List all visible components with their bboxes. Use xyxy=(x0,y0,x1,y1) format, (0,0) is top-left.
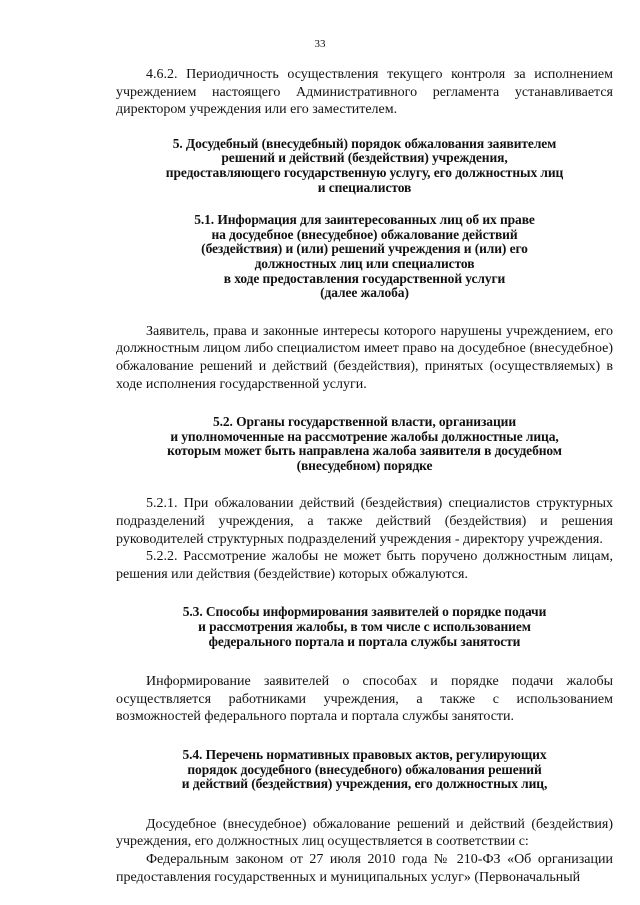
heading-line: в ходе предоставления государственной услуги xyxy=(223,270,506,286)
heading-line: и действий (бездействия) учреждения, его должностных лиц, xyxy=(181,776,548,792)
heading-line: должностных лиц или специалистов xyxy=(254,255,475,271)
heading-line: на досудебное (внесудебное) обжалование действий xyxy=(211,226,518,242)
heading-line: и рассмотрения жалобы, в том числе с использованием xyxy=(198,619,531,635)
heading-section-5-4 xyxy=(116,748,613,792)
heading-line: и уполномоченные на рассмотрение жалобы должностные лица, xyxy=(170,428,559,444)
heading-section-5-2 xyxy=(116,415,613,473)
heading-section-5-1 xyxy=(116,213,613,301)
heading-line: предоставляющего государственную услугу, его должностных лиц xyxy=(165,164,564,180)
heading-line: 5.3. Способы информирования заявителей о порядке подачи xyxy=(182,604,547,620)
heading-line: (далее жалоба) xyxy=(320,285,409,301)
heading-line: 5.4. Перечень нормативных правовых актов, регулирующих xyxy=(182,747,547,762)
heading-line: решений и действий (бездействия) учреждения, xyxy=(221,150,508,166)
heading-section-5-3 xyxy=(116,605,613,649)
paragraph-5-2-1: 5.2.1. При обжаловании действий (бездействия) специалистов структурных подразделений учреждения, а также действий (бездействия) и решения руководителей структурных подразделений учреждения - директору учреждения. xyxy=(116,496,613,547)
paragraph-5-3: Информирование заявителей о способах и порядке подачи жалобы осуществляется работниками учреждения, а также с использованием возможностей федерального портала и портала службы занятости. xyxy=(116,674,613,725)
page-number: 33 xyxy=(314,38,326,50)
heading-section-5 xyxy=(116,137,613,195)
paragraph-5-2-2: 5.2.2. Рассмотрение жалобы не может быть поручено должностным лицам, решения или действия (бездействие) которых обжалуются. xyxy=(116,549,613,582)
heading-line: и специалистов xyxy=(317,179,412,195)
paragraph-5-1: Заявитель, права и законные интересы которого нарушены учреждением, его должностным лицом либо специалистом имеет право на досудебное (внесудебное) обжалование решений и действий (бездействия), принятых (осуществляемых) в ходе исполнения государственной услуги. xyxy=(116,323,613,392)
heading-line: которым может быть направлена жалоба заявителя в досудебном xyxy=(167,443,562,459)
heading-line: порядок досудебного (внесудебного) обжалования решений xyxy=(187,761,542,777)
document-body xyxy=(116,66,613,886)
heading-line: (внесудебном) порядке xyxy=(296,457,433,473)
heading-line: (бездействия) и (или) решений учреждения и (или) его xyxy=(201,241,528,257)
paragraph-4-6-2: 4.6.2. Периодичность осуществления текущего контроля за исполнением учреждением настоящего Административного регламента устанавливается директором учреждения или его заместителем. xyxy=(116,67,613,118)
paragraph-5-4: Досудебное (внесудебное) обжалование решений и действий (бездействия) учреждения, его должностных лиц осуществляется в соответствии с: xyxy=(116,816,613,850)
heading-line: федерального портала и портала службы занятости xyxy=(208,633,521,649)
heading-line: 5.2. Органы государственной власти, организации xyxy=(212,414,516,430)
paragraph-law-210-fz: Федеральным законом от 27 июля 2010 года № 210-ФЗ «Об организации предоставления государственных и муниципальных услуг» (Первоначальный xyxy=(116,851,613,885)
heading-line: 5.1. Информация для заинтересованных лиц об их праве xyxy=(194,212,535,228)
heading-line: 5. Досудебный (внесудебный) порядок обжалования заявителем xyxy=(172,135,557,151)
